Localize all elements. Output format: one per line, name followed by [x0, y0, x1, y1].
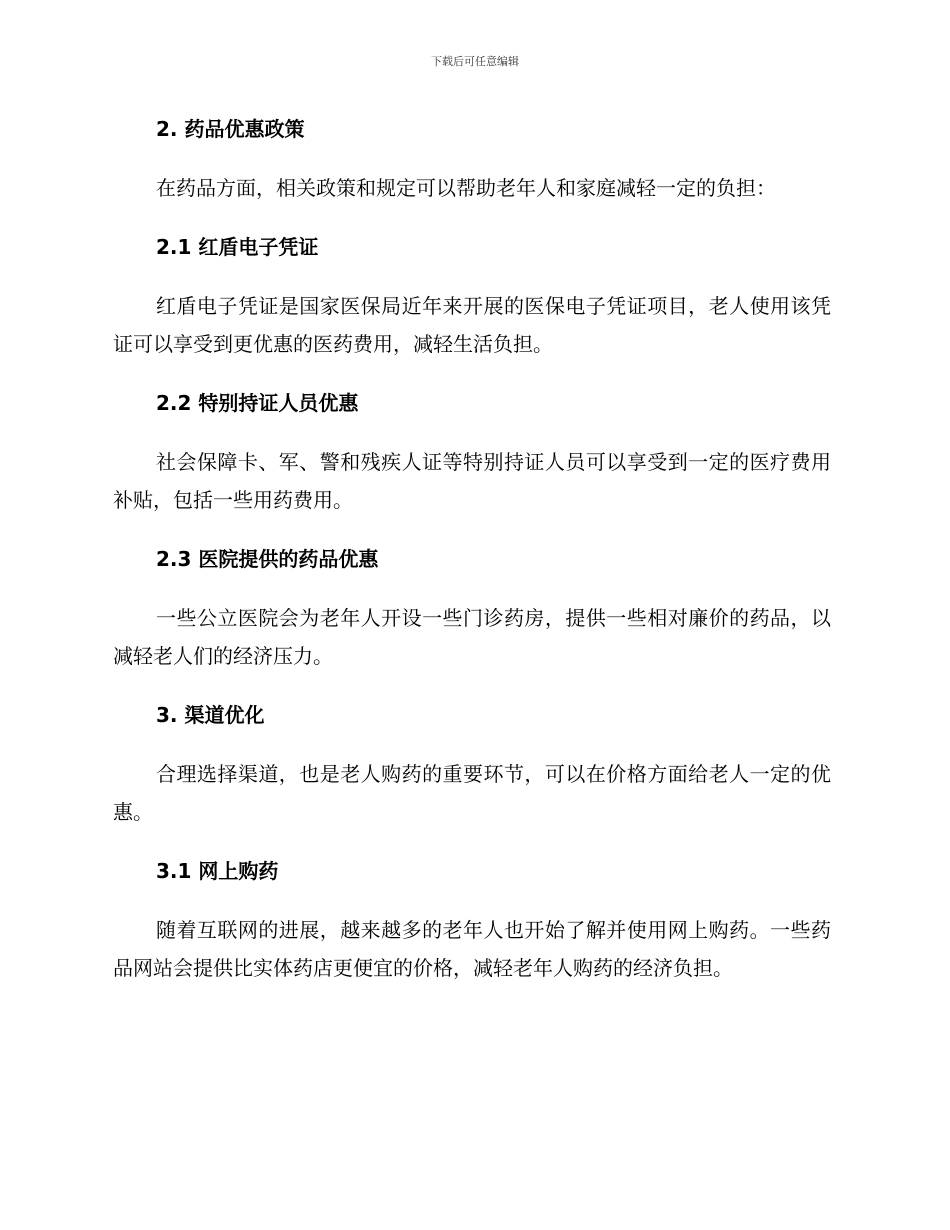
- section-heading-2: 2. 药品优惠政策: [156, 117, 305, 141]
- section-heading-3: 3. 渠道优化: [156, 703, 265, 727]
- paragraph-3-1: 随着互联网的进展，越来越多的老年人也开始了解并使用网上购药。一些药品网站会提供比实体药店更便宜的价格，减轻老年人购药的经济负担。: [113, 918, 831, 980]
- page-header: 下载后可任意编辑: [431, 55, 519, 68]
- paragraph-2-intro: 在药品方面，相关政策和规定可以帮助老年人和家庭减轻一定的负担：: [156, 176, 776, 200]
- document-body: [113, 110, 831, 987]
- paragraph-2-2: 社会保障卡、军、警和残疾人证等特别持证人员可以享受到一定的医疗费用补贴，包括一些用药费用。: [113, 450, 831, 512]
- section-heading-2-3: 2.3 医院提供的药品优惠: [156, 547, 379, 571]
- section-heading-2-1: 2.1 红盾电子凭证: [156, 235, 319, 259]
- paragraph-2-1: 红盾电子凭证是国家医保局近年来开展的医保电子凭证项目，老人使用该凭证可以享受到更优惠的医药费用，减轻生活负担。: [113, 294, 831, 356]
- paragraph-3-intro: 合理选择渠道，也是老人购药的重要环节，可以在价格方面给老人一定的优惠。: [113, 762, 831, 824]
- section-heading-3-1: 3.1 网上购药: [156, 859, 279, 883]
- paragraph-2-3: 一些公立医院会为老年人开设一些门诊药房，提供一些相对廉价的药品，以减轻老人们的经济压力。: [113, 606, 831, 668]
- section-heading-2-2: 2.2 特别持证人员优惠: [156, 391, 359, 415]
